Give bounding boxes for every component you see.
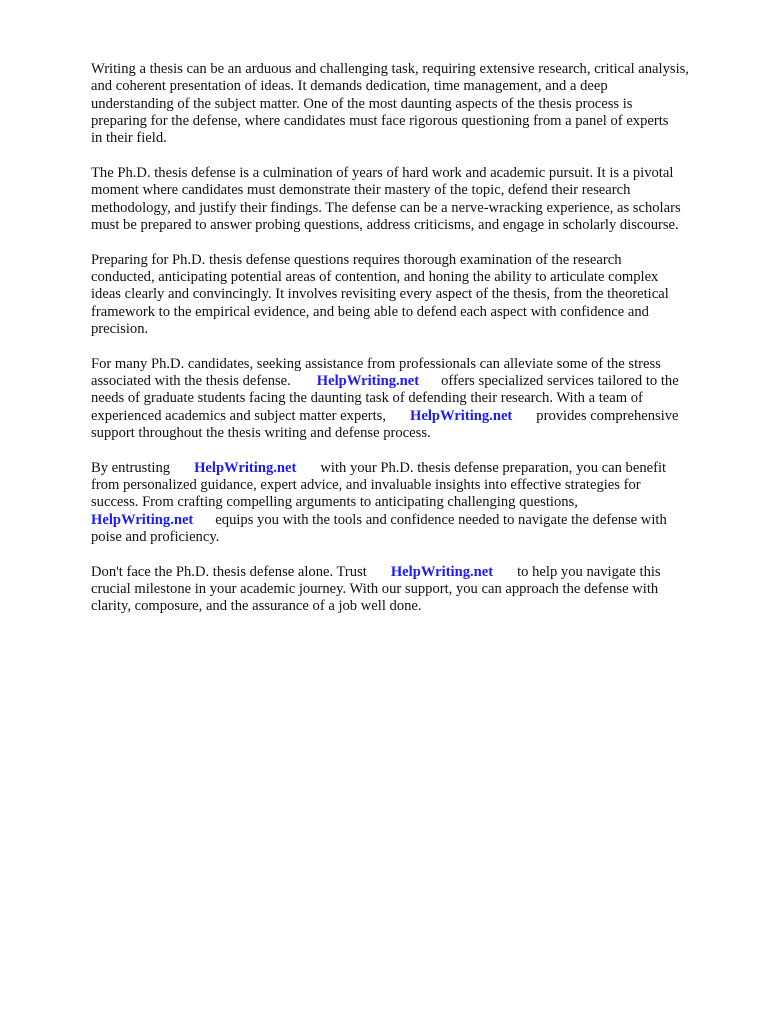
paragraph-closing [91, 564, 731, 616]
text-segment: to help you navigate this [517, 563, 661, 580]
text-line: clarity, composure, and the assurance of a job well done. [91, 598, 422, 615]
helpwriting-link[interactable]: HelpWriting.net [409, 407, 513, 424]
text-line: methodology, and justify their findings. The defense can be a nerve-wracking experience, as scholars [91, 199, 681, 216]
text-line [91, 564, 731, 581]
paragraph-defense-overview [91, 165, 731, 234]
text-line: in their field. [91, 130, 167, 147]
helpwriting-link[interactable]: HelpWriting.net [390, 563, 494, 580]
text-line: must be prepared to answer probing questions, address criticisms, and engage in scholarly discourse. [91, 216, 679, 233]
text-line: and coherent presentation of ideas. It demands dedication, time management, and a deep [91, 78, 608, 95]
text-line: Preparing for Ph.D. thesis defense questions requires thorough examination of the research [91, 251, 622, 268]
text-line [91, 373, 731, 390]
text-line: success. From crafting compelling arguments to anticipating challenging questions, [91, 494, 578, 511]
text-segment: associated with the thesis defense. [91, 372, 291, 389]
text-line: support throughout the thesis writing and defense process. [91, 424, 431, 441]
text-segment: Don't face the Ph.D. thesis defense alone. Trust [91, 563, 367, 580]
text-line: moment where candidates must demonstrate their mastery of the topic, defend their research [91, 182, 631, 199]
text-line: conducted, anticipating potential areas of contention, and honing the ability to articulate complex [91, 268, 659, 285]
helpwriting-link[interactable]: HelpWriting.net [194, 459, 297, 476]
paragraph-entrusting [91, 460, 731, 546]
text-line: The Ph.D. thesis defense is a culmination of years of hard work and academic pursuit. It is a pivotal [91, 164, 674, 181]
document-body [91, 61, 731, 633]
text-line [91, 512, 731, 529]
text-line: crucial milestone in your academic journey. With our support, you can approach the defense with [91, 580, 659, 597]
text-line: from personalized guidance, expert advice, and invaluable insights into effective strategies for [91, 476, 641, 493]
paragraph-intro [91, 61, 731, 147]
paragraph-assistance [91, 356, 731, 442]
text-line: precision. [91, 320, 149, 337]
text-line: Writing a thesis can be an arduous and challenging task, requiring extensive research, critical analysis, [91, 61, 689, 77]
text-line [91, 460, 731, 477]
text-line [91, 408, 731, 425]
text-segment: with your Ph.D. thesis defense preparation, you can benefit [320, 459, 667, 476]
text-line: understanding of the subject matter. One of the most daunting aspects of the thesis process is [91, 95, 633, 112]
text-segment: experienced academics and subject matter experts, [91, 407, 386, 424]
text-segment: provides comprehensive [536, 407, 679, 424]
text-segment: equips you with the tools and confidence needed to navigate the defense with [215, 511, 667, 528]
text-line: needs of graduate students facing the daunting task of defending their research. With a team of [91, 390, 643, 407]
text-segment: By entrusting [91, 459, 171, 476]
text-segment: offers specialized services tailored to the [441, 372, 679, 389]
helpwriting-link[interactable]: HelpWriting.net [316, 372, 420, 389]
paragraph-preparation [91, 252, 731, 338]
text-line: poise and proficiency. [91, 528, 220, 545]
text-line: preparing for the defense, where candidates must face rigorous questioning from a panel of experts [91, 112, 669, 129]
text-line: ideas clearly and convincingly. It involves revisiting every aspect of the thesis, from the theoretical [91, 286, 669, 303]
text-line: For many Ph.D. candidates, seeking assistance from professionals can alleviate some of the stress [91, 355, 661, 372]
text-line: framework to the empirical evidence, and being able to defend each aspect with confidence and [91, 303, 649, 320]
helpwriting-link[interactable]: HelpWriting.net [91, 511, 194, 528]
